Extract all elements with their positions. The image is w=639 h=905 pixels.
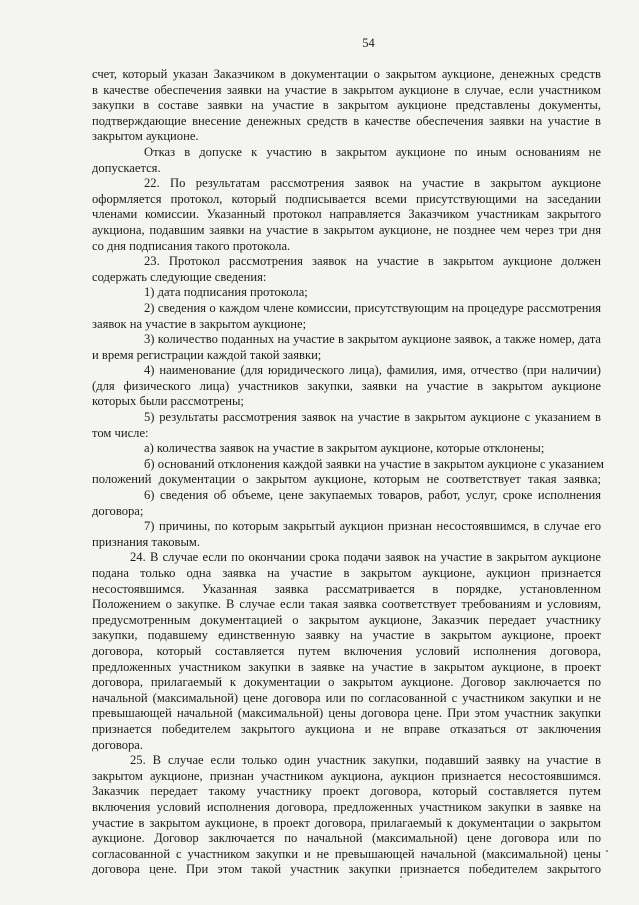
text-line: предусмотренным документацией о закрытом аукционе, Заказчик передает участнику — [92, 612, 601, 627]
text-line: несостоявшимся. Указанная заявка рассматривается в порядке, установленном — [92, 581, 601, 596]
text-line: 23. Протокол рассмотрения заявок на участие в закрытом аукционе должен — [144, 254, 601, 269]
text-line: превышающей начальной (максимальной) цены договора цене. При этом участник закупки — [92, 706, 601, 721]
text-line: 5) результаты рассмотрения заявок на участие в закрытом аукционе с указанием в — [144, 410, 601, 425]
text-line: аукциона, подавшим заявки на участие в закрытом аукционе, не позднее чем через три дня — [92, 222, 601, 237]
text-line: предложенных участником закупки в заявке на участие в закрытом аукционе, в проект — [92, 659, 601, 674]
text-line: Положением о закупке. В случае если такая заявка соответствует требованиям и условиям, — [92, 597, 601, 612]
text-line: аукционе. Договор заключается по начальной (максимальной) цене договора или по — [92, 831, 601, 846]
page-number: 54 — [362, 36, 375, 50]
text-line: 3) количество поданных на участие в закрытом аукционе заявок, а также номер, дата — [144, 332, 601, 347]
text-line: 22. По результатам рассмотрения заявок на участие в закрытом аукционе — [144, 176, 601, 191]
text-line: договора, который составляется путем включения условий исполнения договора, — [92, 643, 601, 658]
text-line: Отказ в допуске к участию в закрытом аукционе по иным основаниям не — [144, 144, 601, 159]
text-line: которых были рассмотрены; — [92, 394, 244, 409]
text-line: начальной (максимальной) цене договора или по согласованной с участником закупки и не — [92, 690, 601, 705]
text-line: 4) наименование (для юридического лица), фамилия, имя, отчество (при наличии) — [144, 363, 601, 378]
text-line: допускается. — [92, 160, 161, 175]
text-line: 7) причины, по которым закрытый аукцион признан несостоявшимся, в случае его — [144, 519, 601, 534]
text-line: в качестве обеспечения заявки на участие в закрытом аукционе в случае, если участником — [92, 82, 601, 97]
text-line: оформляется протокол, который подписывается всеми присутствующими на заседании — [92, 191, 601, 206]
text-line: признания таковым. — [92, 534, 201, 549]
text-line: закрытом аукционе. — [92, 129, 199, 144]
text-line: (для физического лица) участников закупки, заявки на участие в закрытом аукционе — [92, 378, 601, 393]
text-line: а) количества заявок на участие в закрытом аукционе, которые отклонены; — [144, 441, 545, 456]
scan-speck — [606, 850, 608, 852]
text-line: 24. В случае если по окончании срока подачи заявок на участие в закрытом аукционе — [130, 550, 601, 565]
text-line: 2) сведения о каждом члене комиссии, присутствующим на процедуре рассмотрения — [144, 300, 601, 315]
text-line: договора цене. При этом такой участник закупки признается победителем закрытого — [92, 862, 601, 877]
text-line: 25. В случае если только один участник закупки, подавший заявку на участие в — [130, 753, 601, 768]
text-line: договора. — [92, 737, 144, 752]
text-line: включения условий исполнения договора, предложенных участником закупки в заявке на — [92, 799, 601, 814]
text-line: 6) сведения об объеме, цене закупаемых товаров, работ, услуг, сроке исполнения — [144, 488, 601, 503]
text-line: подтверждающие внесение денежных средств в качестве обеспечения заявки на участие в — [92, 113, 601, 128]
text-line: заявок на участие в закрытом аукционе; — [92, 316, 307, 331]
text-line: 1) дата подписания протокола; — [144, 285, 308, 300]
text-line: договора, прилагаемый к документации о закрытом аукционе. Договор заключается по — [92, 675, 601, 690]
text-line: подана только одна заявка на участие в закрытом аукционе, аукцион признается — [92, 566, 601, 580]
text-line: том числе: — [92, 425, 149, 440]
text-line: положений документации о закрытом аукционе, которым не соответствует такая заявка; — [92, 472, 601, 487]
text-line: членами комиссии. Указанный протокол направляется Заказчиком участникам закрытого — [92, 207, 601, 222]
text-line: Заказчик передает такому участнику проект договора, который составляется путем — [92, 784, 601, 799]
text-line: согласованной с участником закупки и не превышающей начальной (максимальной) цены — [92, 846, 601, 861]
text-line: и время регистрации каждой такой заявки; — [92, 347, 322, 362]
scan-speck — [400, 876, 402, 878]
text-line: б) оснований отклонения каждой заявки на участие в закрытом аукционе с указанием — [144, 456, 605, 471]
text-line: счет, который указан Заказчиком в документации о закрытом аукционе, денежных средств — [92, 67, 601, 81]
text-line: закупки, подавшему единственную заявку на участие в закрытом аукционе, проект — [92, 628, 601, 643]
text-line: закупки в составе заявки на участие в закрытом аукционе представлены документы, — [92, 98, 601, 113]
text-line: признается победителем закрытого аукциона и не вправе отказаться от заключения — [92, 721, 601, 736]
text-line: участие в закрытом аукционе, в проект договора, прилагаемый к документации о закрытом — [92, 815, 601, 830]
body-text — [92, 67, 605, 878]
text-line: закрытом аукционе, признан участником аукциона, аукцион признается несостоявшимся. — [92, 768, 601, 783]
text-line: содержать следующие сведения: — [92, 269, 267, 284]
text-line: со дня подписания такого протокола. — [92, 238, 291, 253]
text-line: договора; — [92, 503, 144, 518]
